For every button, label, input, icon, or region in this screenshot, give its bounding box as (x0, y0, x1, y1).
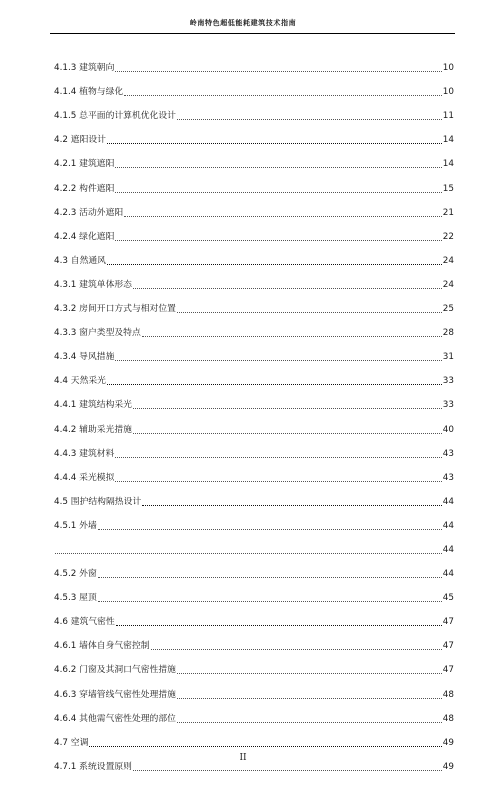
header-rule (50, 33, 455, 34)
toc-entry-page: 48 (442, 689, 454, 700)
toc-entry-page: 25 (442, 304, 454, 315)
toc-entry-page: 28 (442, 328, 454, 339)
toc-entry[interactable] (54, 461, 454, 485)
page-header-title: 岭南特色超低能耗建筑技术指南 (189, 19, 297, 27)
toc-entry-label: 4.5.1 外墙 (54, 520, 97, 531)
toc-entry[interactable] (54, 412, 454, 436)
toc-leader-dots (107, 384, 442, 385)
toc-entry-page: 43 (442, 448, 454, 459)
toc-entry-label: 4.6.2 门窗及其洞口气密性措施 (54, 665, 176, 676)
toc-leader-dots (142, 505, 442, 506)
toc-leader-dots (115, 360, 441, 361)
toc-entry[interactable] (54, 677, 454, 701)
toc-entry[interactable] (54, 437, 454, 461)
toc-entry[interactable] (54, 533, 454, 557)
toc-entry-page: 44 (442, 544, 454, 555)
toc-entry[interactable] (54, 220, 454, 244)
toc-entry-page: 31 (442, 352, 454, 363)
toc-leader-dots (177, 698, 442, 699)
toc-entry[interactable] (54, 340, 454, 364)
toc-leader-dots (115, 240, 441, 241)
toc-entry-label: 4.1.3 建筑朝向 (54, 63, 115, 74)
toc-leader-dots (133, 433, 442, 434)
toc-entry-label: 4.3.1 建筑单体形态 (54, 279, 132, 290)
toc-entry-page: 43 (442, 472, 454, 483)
toc-entry-label: 4.7.1 系统设置原则 (54, 761, 132, 772)
toc-entry[interactable] (54, 147, 454, 171)
toc-entry-page: 11 (442, 111, 454, 122)
toc-entry[interactable] (54, 702, 454, 726)
toc-entry-page: 45 (442, 593, 454, 604)
toc-entry-label: 4.6 建筑气密性 (54, 617, 115, 628)
toc-entry-page: 15 (442, 183, 454, 194)
toc-entry[interactable] (54, 99, 454, 123)
toc-entry-page: 47 (442, 665, 454, 676)
toc-entry-label: 4.4.1 建筑结构采光 (54, 400, 132, 411)
toc-entry-label: 4.4 天然采光 (54, 376, 106, 387)
toc-entry[interactable] (54, 123, 454, 147)
toc-entry[interactable] (54, 629, 454, 653)
toc-entry-label: 4.4.3 建筑材料 (54, 448, 115, 459)
toc-entry-page: 44 (442, 496, 454, 507)
toc-leader-dots (98, 601, 442, 602)
toc-entry-label: 4.1.5 总平面的计算机优化设计 (54, 111, 176, 122)
toc-leader-dots (177, 312, 442, 313)
toc-leader-dots (115, 71, 441, 72)
toc-entry-page: 49 (442, 737, 454, 748)
toc-entry-page: 33 (442, 400, 454, 411)
toc-entry[interactable] (54, 244, 454, 268)
toc-entry-label: 4.4.4 采光模拟 (54, 472, 115, 483)
toc-leader-dots (177, 673, 442, 674)
toc-entry-label: 4.5 围护结构隔热设计 (54, 496, 142, 507)
toc-entry-page: 44 (442, 569, 454, 580)
toc-leader-dots (115, 457, 441, 458)
toc-entry-page: 48 (442, 713, 454, 724)
toc-entry-label: 4.6.3 穿墙管线气密性处理措施 (54, 689, 176, 700)
toc-leader-dots (89, 746, 441, 747)
toc-entry-label: 4.2.2 构件遮阳 (54, 183, 115, 194)
toc-entry-page: 22 (442, 231, 454, 242)
toc-leader-dots (107, 264, 442, 265)
toc-entry-page: 24 (442, 255, 454, 266)
toc-entry[interactable] (54, 292, 454, 316)
toc-entry-page: 44 (442, 520, 454, 531)
toc-entry-page: 24 (442, 279, 454, 290)
toc-entry-page: 10 (442, 87, 454, 98)
toc-leader-dots (124, 95, 442, 96)
toc-leader-dots (133, 408, 442, 409)
toc-entry-page: 49 (442, 761, 454, 772)
toc-leader-dots (124, 216, 442, 217)
toc-leader-dots (133, 770, 442, 771)
toc-entry-page: 10 (442, 63, 454, 74)
toc-entry-label: 4.3.2 房间开口方式与相对位置 (54, 304, 176, 315)
toc-entry[interactable] (54, 581, 454, 605)
toc-leader-dots (142, 336, 442, 337)
toc-entry[interactable] (54, 653, 454, 677)
toc-leader-dots (151, 649, 442, 650)
toc-entry-label: 4.5.2 外窗 (54, 569, 97, 580)
toc-entry-label: 4.3 自然通风 (54, 255, 106, 266)
toc-entry-label: 4.3.3 窗户类型及特点 (54, 328, 141, 339)
toc-entry[interactable] (54, 316, 454, 340)
toc-entry[interactable] (54, 268, 454, 292)
toc-entry-page: 47 (442, 617, 454, 628)
toc-entry-label: 4.2 遮阳设计 (54, 135, 106, 146)
toc-leader-dots (107, 143, 442, 144)
toc-leader-dots (177, 119, 442, 120)
toc-leader-dots (115, 192, 441, 193)
toc-leader-dots (115, 481, 441, 482)
toc-leader-dots (98, 529, 442, 530)
table-of-contents (54, 51, 454, 774)
toc-leader-dots (177, 722, 442, 723)
toc-entry[interactable] (54, 509, 454, 533)
toc-entry-page: 14 (442, 159, 454, 170)
toc-leader-dots (55, 553, 442, 554)
toc-entry[interactable] (54, 388, 454, 412)
toc-entry[interactable] (54, 605, 454, 629)
toc-entry-label: 4.1.4 植物与绿化 (54, 87, 124, 98)
toc-entry-label: 4.6.1 墙体自身气密控制 (54, 641, 150, 652)
toc-entry-page: 40 (442, 424, 454, 435)
toc-entry[interactable] (54, 557, 454, 581)
toc-entry[interactable] (54, 171, 454, 195)
toc-entry[interactable] (54, 196, 454, 220)
toc-leader-dots (133, 288, 442, 289)
toc-entry-label: 4.2.4 绿化遮阳 (54, 231, 115, 242)
toc-entry[interactable] (54, 51, 454, 75)
toc-entry[interactable] (54, 726, 454, 750)
toc-entry[interactable] (54, 485, 454, 509)
toc-leader-dots (115, 167, 441, 168)
toc-entry-page: 14 (442, 135, 454, 146)
toc-entry-label: 4.2.3 活动外遮阳 (54, 207, 124, 218)
toc-entry-page: 21 (442, 207, 454, 218)
toc-entry-page: 47 (442, 641, 454, 652)
page-number: II (239, 753, 247, 763)
toc-entry[interactable] (54, 75, 454, 99)
toc-entry-label: 4.3.4 导风措施 (54, 352, 115, 363)
toc-entry[interactable] (54, 364, 454, 388)
toc-entry-label: 4.5.3 屋顶 (54, 593, 97, 604)
toc-entry-label: 4.6.4 其他需气密性处理的部位 (54, 713, 176, 724)
toc-leader-dots (98, 577, 442, 578)
toc-entry-label: 4.7 空调 (54, 737, 89, 748)
toc-entry-label: 4.4.2 辅助采光措施 (54, 424, 132, 435)
toc-entry-label: 4.2.1 建筑遮阳 (54, 159, 115, 170)
toc-leader-dots (116, 625, 442, 626)
toc-entry-page: 33 (442, 376, 454, 387)
